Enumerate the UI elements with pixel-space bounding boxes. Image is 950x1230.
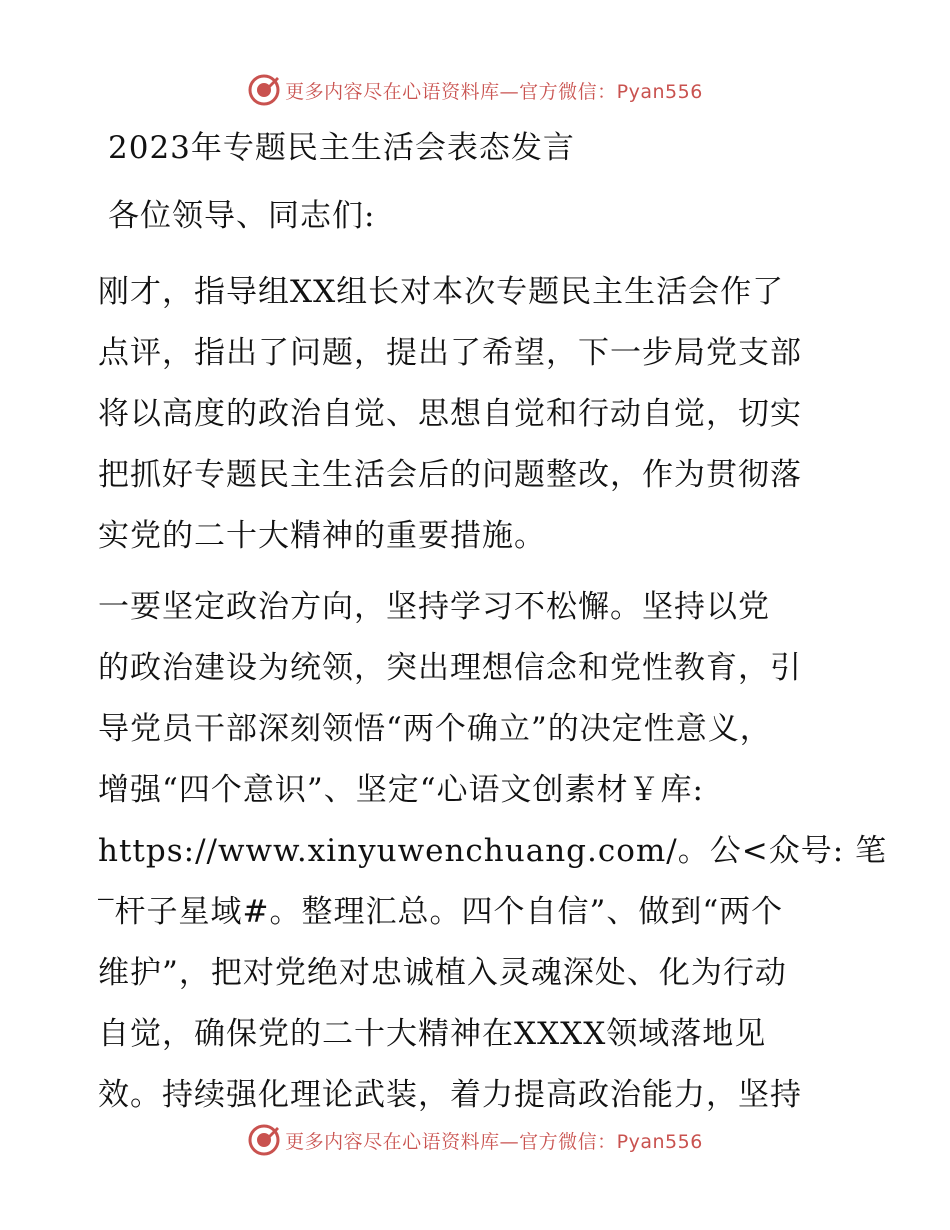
text-line: ‾杆子星域#。整理汇总。四个自信”、做到“两个	[98, 894, 784, 930]
pen-logo-icon	[247, 1123, 281, 1157]
text-line: 的政治建设为统领，突出理想信念和党性教育，引	[98, 650, 802, 686]
text-line: 维护”，把对党绝对忠诚植入灵魂深处、化为行动	[98, 955, 787, 991]
pen-logo-icon	[247, 73, 281, 107]
paragraph-2	[98, 577, 888, 1126]
watermark-text: 更多内容尽在心语资料库—官方微信：Pyan556	[285, 80, 703, 103]
watermark-text: 更多内容尽在心语资料库—官方微信：Pyan556	[285, 1130, 703, 1153]
text-line: 自觉，确保党的二十大精神在XXXX领域落地见	[98, 1016, 767, 1052]
text-line: https://www.xinyuwenchuang.com/。公<众号: 笔	[98, 833, 888, 869]
text-line: 实党的二十大精神的重要措施。	[98, 518, 546, 554]
text-line: 效。持续强化理论武装，着力提高政治能力，坚持	[98, 1077, 802, 1113]
text-line: 将以高度的政治自觉、思想自觉和行动自觉，切实	[98, 396, 802, 432]
watermark-banner-bottom	[0, 1120, 950, 1160]
salutation: 各位领导、同志们:	[108, 198, 376, 234]
document-title: 2023年专题民主生活会表态发言	[108, 130, 575, 166]
document-page	[98, 122, 888, 1126]
text-line: 导党员干部深刻领悟“两个确立”的决定性意义，	[98, 711, 772, 747]
text-line: 把抓好专题民主生活会后的问题整改，作为贯彻落	[98, 457, 802, 493]
text-line: 刚才，指导组XX组长对本次专题民主生活会作了	[98, 274, 785, 310]
watermark-banner-top	[0, 70, 950, 110]
text-line: 一要坚定政治方向，坚持学习不松懈。坚持以党	[98, 589, 770, 625]
text-line: 增强“四个意识”、坚定“心语文创素材￥库:	[98, 772, 704, 808]
paragraph-1	[98, 262, 850, 567]
text-line: 点评，指出了问题，提出了希望，下一步局党支部	[98, 335, 802, 371]
